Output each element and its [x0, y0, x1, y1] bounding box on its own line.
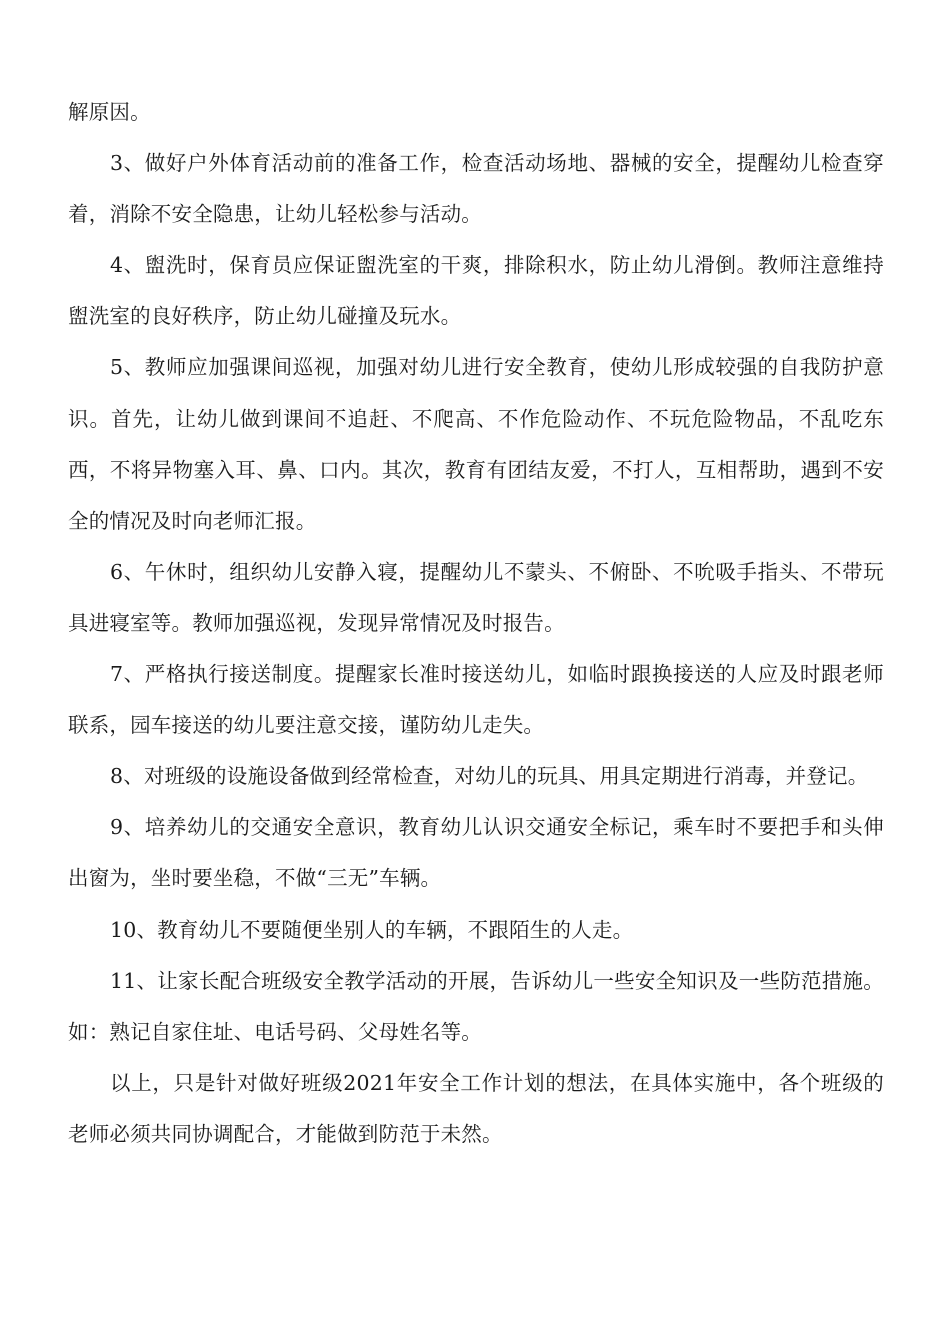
- paragraph-item-4: 4、盥洗时，保育员应保证盥洗室的干爽，排除积水，防止幼儿滑倒。教师注意维持盥洗室的良好秩序，防止幼儿碰撞及玩水。: [68, 253, 884, 329]
- paragraph-item-3: 3、做好户外体育活动前的准备工作，检查活动场地、器械的安全，提醒幼儿检查穿着，消除不安全隐患，让幼儿轻松参与活动。: [68, 151, 884, 227]
- paragraph-item-8: 8、对班级的设施设备做到经常检查，对幼儿的玩具、用具定期进行消毒，并登记。: [110, 764, 869, 789]
- paragraph-item-11: 11、让家长配合班级安全教学活动的开展，告诉幼儿一些安全知识及一些防范措施。如：熟记自家住址、电话号码、父母姓名等。: [68, 968, 884, 1044]
- paragraph-continuation: 解原因。: [68, 100, 151, 124]
- paragraph-item-7: 7、严格执行接送制度。提醒家长准时接送幼儿，如临时跟换接送的人应及时跟老师联系，园车接送的幼儿要注意交接，谨防幼儿走失。: [68, 662, 884, 738]
- paragraph-item-5: 5、教师应加强课间巡视，加强对幼儿进行安全教育，使幼儿形成较强的自我防护意识。首先，让幼儿做到课间不追赶、不爬高、不作危险动作、不玩危险物品，不乱吃东西，不将异物塞入耳、鼻、口内。其次，教育有团结友爱，不打人，互相帮助，遇到不安全的情况及时向老师汇报。: [68, 355, 884, 533]
- paragraph-item-6: 6、午休时，组织幼儿安静入寝，提醒幼儿不蒙头、不俯卧、不吮吸手指头、不带玩具进寝室等。教师加强巡视，发现异常情况及时报告。: [68, 559, 884, 635]
- paragraph-conclusion: 以上，只是针对做好班级2021年安全工作计划的想法，在具体实施中，各个班级的老师必须共同协调配合，才能做到防范于未然。: [68, 1070, 884, 1146]
- paragraph-item-9: 9、培养幼儿的交通安全意识，教育幼儿认识交通安全标记，乘车时不要把手和头伸出窗为，坐时要坐稳，不做“三无”车辆。: [68, 815, 884, 891]
- document-body: [68, 87, 884, 1160]
- paragraph-item-10: 10、教育幼儿不要随便坐别人的车辆，不跟陌生的人走。: [110, 917, 634, 942]
